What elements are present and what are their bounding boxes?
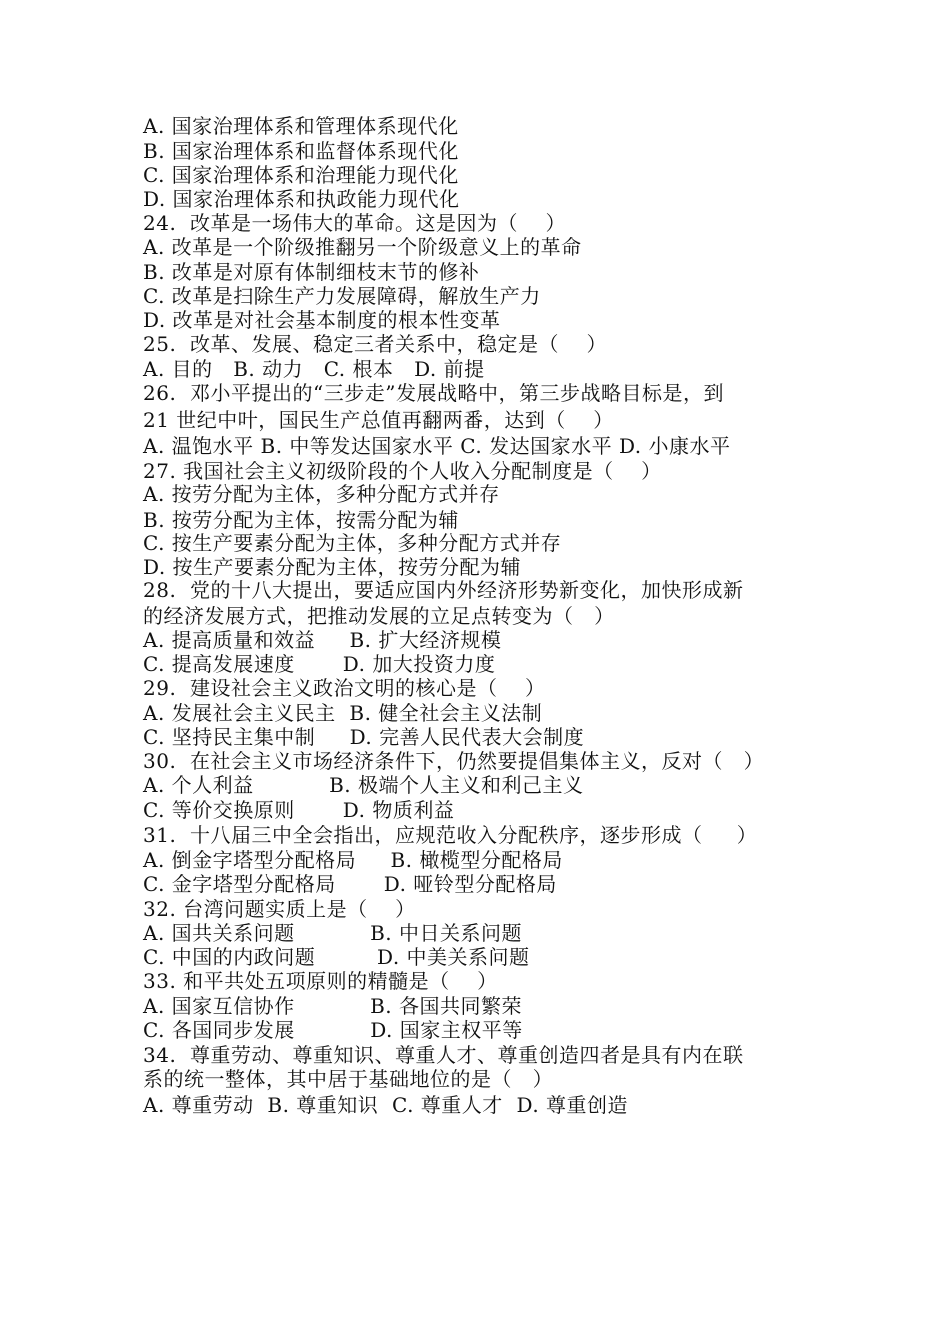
question-line: 系的统一整体，其中居于基础地位的是（ ） (143, 1067, 554, 1091)
option-line: C. 按生产要素分配为主体，多种分配方式并存 (143, 531, 562, 555)
option-line: C. 坚持民主集中制 D. 完善人民代表大会制度 (143, 725, 585, 749)
question-line: 34. 尊重劳动、尊重知识、尊重人才、尊重创造四者是具有内在联 (143, 1043, 744, 1067)
option-line: D. 按生产要素分配为主体，按劳分配为辅 (143, 555, 522, 579)
option-line: A. 改革是一个阶级推翻另一个阶级意义上的革命 (143, 235, 582, 259)
option-line: B. 改革是对原有体制细枝末节的修补 (143, 260, 480, 284)
option-line: A. 目的 B. 动力 C. 根本 D. 前提 (143, 357, 485, 381)
question-line: 25. 改革、发展、稳定三者关系中，稳定是（ ） (143, 332, 607, 356)
question-line: 26. 邓小平提出的“三步走”发展战略中，第三步战略目标是，到 (143, 381, 724, 405)
option-line: A. 个人利益 B. 极端个人主义和利己主义 (143, 773, 584, 797)
question-line: 27. 我国社会主义初级阶段的个人收入分配制度是（ ） (143, 459, 662, 483)
option-line: A. 国共关系问题 B. 中日关系问题 (143, 921, 523, 945)
option-line: A. 尊重劳动 B. 尊重知识 C. 尊重人才 D. 尊重创造 (143, 1093, 629, 1117)
option-line: C. 等价交换原则 D. 物质利益 (143, 798, 455, 822)
question-line: 31. 十八届三中全会指出，应规范收入分配秩序，逐步形成（ ） (143, 823, 758, 847)
option-line: A. 国家治理体系和管理体系现代化 (143, 114, 459, 138)
question-line: 21 世纪中叶，国民生产总值再翻两番，达到（ ） (143, 408, 614, 432)
option-line: C. 提高发展速度 D. 加大投资力度 (143, 652, 496, 676)
option-line: A. 温饱水平 B. 中等发达国家水平 C. 发达国家水平 D. 小康水平 (143, 434, 731, 458)
question-line: 28. 党的十八大提出，要适应国内外经济形势新变化，加快形成新 (143, 578, 744, 602)
option-line: A. 倒金字塔型分配格局 B. 橄榄型分配格局 (143, 848, 563, 872)
option-line: C. 改革是扫除生产力发展障碍，解放生产力 (143, 284, 541, 308)
option-line: A. 按劳分配为主体，多种分配方式并存 (143, 482, 500, 506)
option-line: D. 改革是对社会基本制度的根本性变革 (143, 308, 501, 332)
option-line: A. 国家互信协作 B. 各国共同繁荣 (143, 994, 523, 1018)
option-line: B. 按劳分配为主体，按需分配为辅 (143, 508, 459, 532)
option-line: C. 中国的内政问题 D. 中美关系问题 (143, 945, 530, 969)
option-line: A. 发展社会主义民主 B. 健全社会主义法制 (143, 701, 543, 725)
question-line: 29. 建设社会主义政治文明的核心是（ ） (143, 676, 546, 700)
question-line: 32. 台湾问题实质上是（ ） (143, 897, 416, 921)
question-line: 33. 和平共处五项原则的精髓是（ ） (143, 969, 498, 993)
option-line: A. 提高质量和效益 B. 扩大经济规模 (143, 628, 502, 652)
option-line: C. 国家治理体系和治理能力现代化 (143, 163, 459, 187)
question-line: 24. 改革是一场伟大的革命。这是因为（ ） (143, 211, 566, 235)
question-line: 的经济发展方式，把推动发展的立足点转变为（ ） (143, 604, 615, 628)
question-line: 30. 在社会主义市场经济条件下，仍然要提倡集体主义，反对（ ） (143, 749, 765, 773)
option-line: C. 金字塔型分配格局 D. 哑铃型分配格局 (143, 872, 557, 896)
option-line: B. 国家治理体系和监督体系现代化 (143, 139, 459, 163)
option-line: D. 国家治理体系和执政能力现代化 (143, 187, 460, 211)
option-line: C. 各国同步发展 D. 国家主权平等 (143, 1018, 523, 1042)
